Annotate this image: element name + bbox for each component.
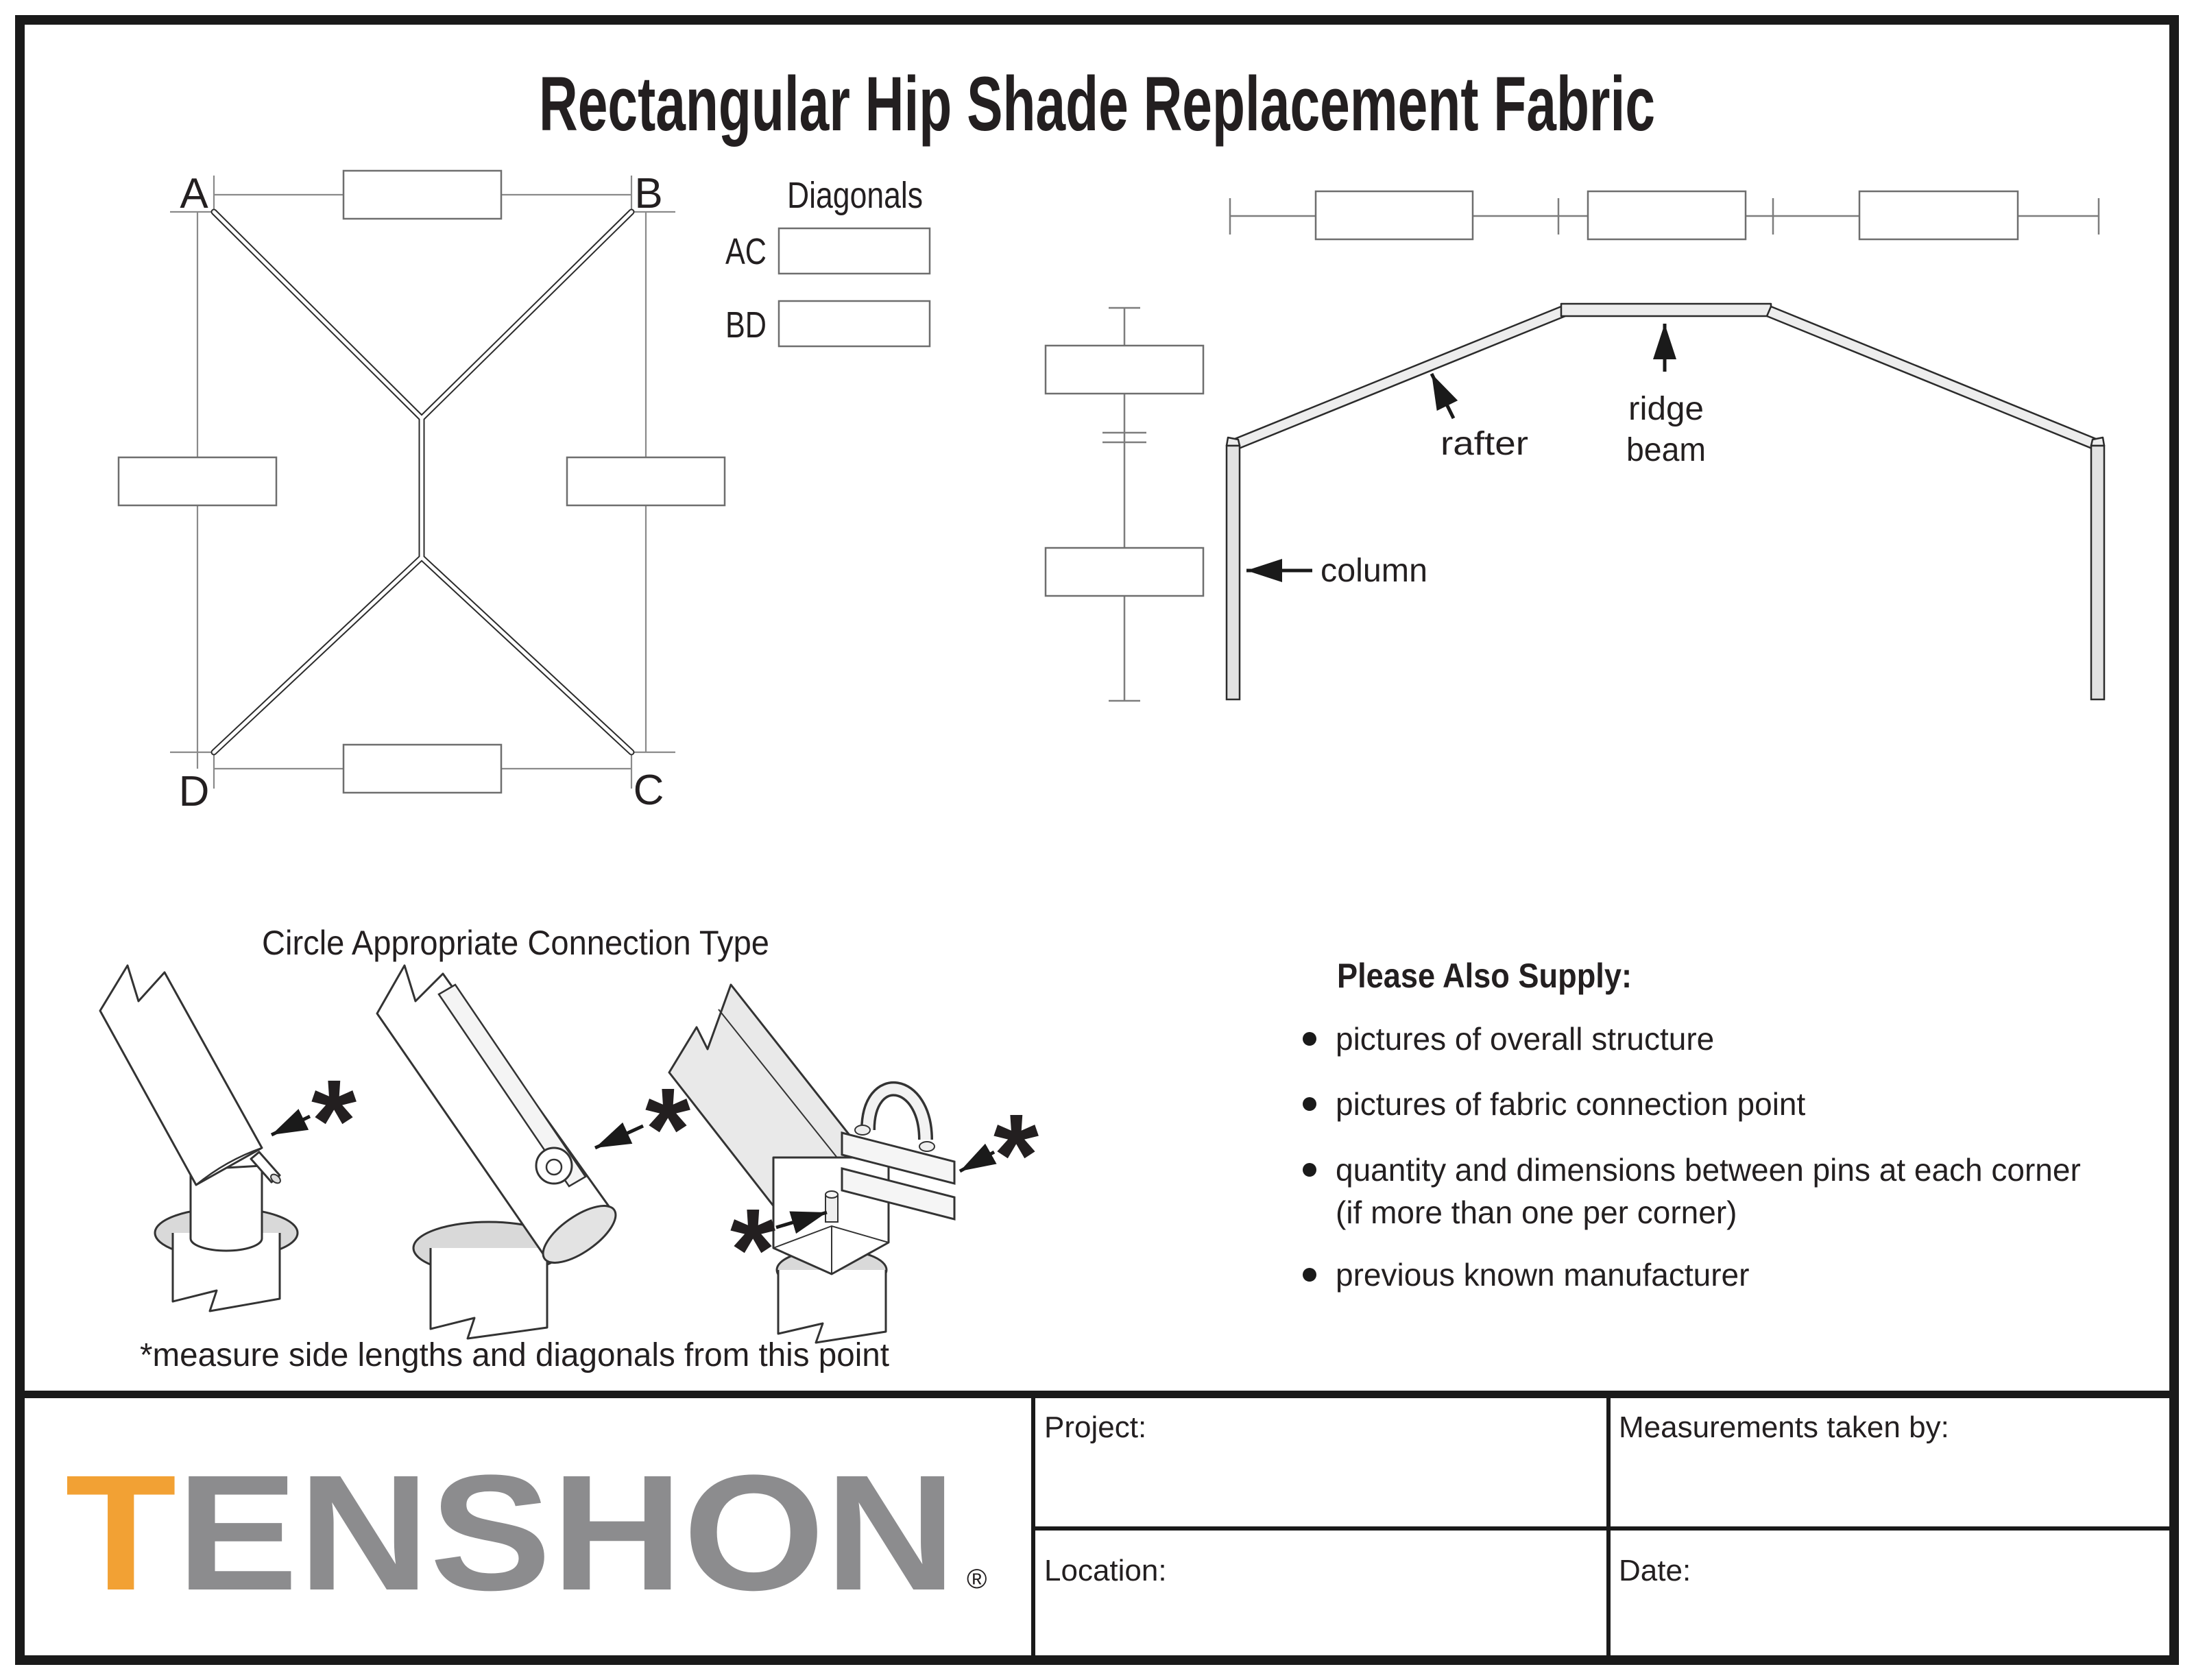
registered-trademark-icon: ® bbox=[967, 1564, 987, 1594]
corner-label-b: B bbox=[634, 170, 663, 217]
side-dc-input-box[interactable] bbox=[343, 745, 501, 793]
supply-list bbox=[1303, 957, 2081, 1293]
diagonals-section bbox=[725, 175, 930, 346]
bracket-pin-2 bbox=[919, 1142, 935, 1151]
side-bc-input-box[interactable] bbox=[567, 457, 725, 505]
asterisk-marker: * bbox=[644, 1064, 691, 1195]
bullet-icon bbox=[1303, 1268, 1316, 1282]
ridge-beam bbox=[1561, 304, 1771, 316]
asterisk-marker: * bbox=[993, 1090, 1039, 1221]
bay-1-input-box[interactable] bbox=[1316, 191, 1473, 239]
connection-type-2[interactable] bbox=[377, 965, 690, 1339]
bullet-icon bbox=[1303, 1097, 1316, 1111]
pin-arrow bbox=[272, 1116, 310, 1135]
ridge-beam-label-line2: beam bbox=[1626, 432, 1706, 468]
column-label: column bbox=[1321, 553, 1427, 589]
tenshon-logo bbox=[65, 1441, 987, 1624]
bullet-icon bbox=[1303, 1163, 1316, 1177]
rafter-label: rafter bbox=[1440, 426, 1529, 462]
page-title: Rectangular Hip Shade Replacement Fabric bbox=[539, 61, 1655, 147]
diagonal-ac-input-box[interactable] bbox=[779, 228, 930, 274]
post bbox=[431, 1248, 547, 1339]
supply-item-1: pictures of overall structure bbox=[1336, 1021, 1715, 1057]
height-lower-input-box[interactable] bbox=[1046, 548, 1203, 596]
post bbox=[778, 1270, 886, 1343]
measurements-field-label: Measurements taken by: bbox=[1619, 1411, 1949, 1444]
logo-t: T bbox=[65, 1441, 166, 1624]
elevation-diagram bbox=[1046, 191, 2104, 701]
right-column bbox=[2091, 446, 2104, 699]
asterisk-marker: * bbox=[730, 1185, 776, 1315]
lower-bolt-head bbox=[825, 1191, 838, 1198]
ridge-beam-label-line1: ridge bbox=[1628, 391, 1704, 427]
bay-3-input-box[interactable] bbox=[1859, 191, 2018, 239]
right-column-cap bbox=[2091, 437, 2104, 446]
diagonal-ac-label: AC bbox=[725, 231, 767, 272]
footer-horizontal-divider bbox=[1031, 1526, 2176, 1531]
logo-wordmark bbox=[65, 1441, 956, 1624]
plate-gap-arrow bbox=[960, 1152, 994, 1171]
supply-item-4: previous known manufacturer bbox=[1336, 1257, 1750, 1293]
diagonal-bd-label: BD bbox=[725, 304, 767, 346]
tab-arrow bbox=[595, 1126, 643, 1148]
corner-label-c: C bbox=[633, 767, 664, 814]
logo-rest: ENSHON bbox=[176, 1441, 881, 1624]
connection-section-heading: Circle Appropriate Connection Type bbox=[262, 924, 769, 962]
date-field-label: Date: bbox=[1619, 1554, 1691, 1587]
diagonal-bd-input-box[interactable] bbox=[779, 301, 930, 346]
supply-heading: Please Also Supply: bbox=[1337, 957, 1632, 995]
footer-top-divider bbox=[16, 1391, 2178, 1398]
asterisk-marker: * bbox=[311, 1056, 357, 1186]
supply-item-2: pictures of fabric connection point bbox=[1336, 1086, 1806, 1122]
right-rafter bbox=[1767, 307, 2099, 450]
bracket-pin-1 bbox=[855, 1125, 870, 1135]
diagonals-heading: Diagonals bbox=[787, 175, 923, 216]
measure-point-footnote: *measure side lengths and diagonals from this point bbox=[140, 1337, 889, 1373]
connection-type-1[interactable] bbox=[100, 965, 357, 1311]
height-upper-input-box[interactable] bbox=[1046, 346, 1203, 394]
connection-type-3[interactable] bbox=[669, 985, 1039, 1343]
location-field-label: Location: bbox=[1044, 1554, 1167, 1587]
side-ad-input-box[interactable] bbox=[119, 457, 276, 505]
bay-2-input-box[interactable] bbox=[1588, 191, 1746, 239]
corner-label-a: A bbox=[180, 170, 208, 217]
left-column-cap bbox=[1227, 437, 1240, 446]
bullet-icon bbox=[1303, 1032, 1316, 1046]
plan-diagram bbox=[119, 170, 725, 815]
side-ab-input-box[interactable] bbox=[343, 171, 501, 219]
project-field-label: Project: bbox=[1044, 1411, 1147, 1444]
rafter-tube bbox=[100, 965, 262, 1185]
left-column bbox=[1227, 446, 1240, 699]
supply-item-3-line1: quantity and dimensions between pins at each corner bbox=[1336, 1152, 2081, 1188]
rafter-arrow bbox=[1432, 374, 1454, 418]
eyelet-hole bbox=[546, 1160, 562, 1175]
corner-label-d: D bbox=[178, 768, 210, 815]
supply-item-3-line2: (if more than one per corner) bbox=[1336, 1195, 1737, 1230]
